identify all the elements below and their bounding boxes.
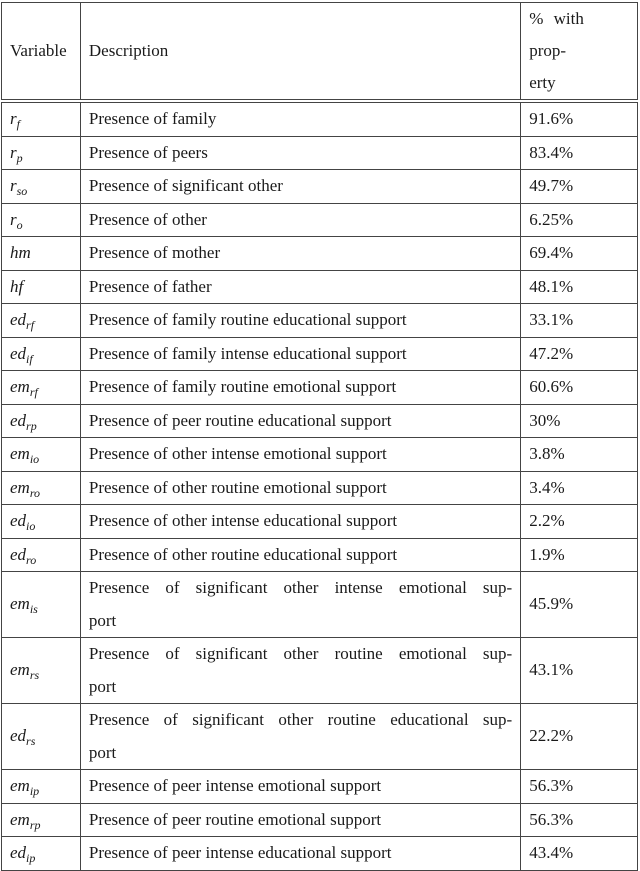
variable-subscript: io	[26, 519, 36, 533]
variable-symbol: r	[10, 109, 17, 128]
table-row	[2, 270, 638, 304]
variable-cell	[2, 505, 81, 539]
table-row	[2, 704, 638, 770]
description-cell: Presence of other routine educational support	[80, 538, 520, 572]
percent-cell: 91.6%	[521, 101, 638, 136]
variable-symbol: ed	[10, 544, 27, 564]
header-variable: Variable	[2, 3, 81, 102]
variable-symbol: ed	[10, 843, 27, 862]
table-row	[2, 237, 638, 271]
variable-cell	[2, 438, 81, 472]
description-line2: port	[88, 742, 117, 762]
percent-cell: 2.2%	[521, 505, 638, 539]
variable-symbol: em	[10, 660, 30, 680]
percent-cell: 83.4%	[521, 136, 638, 170]
variable-cell	[2, 237, 81, 271]
percent-cell: 56.3%	[521, 770, 638, 804]
variable-symbol: r	[10, 209, 17, 229]
variable-subscript: rp	[26, 418, 37, 433]
variable-cell	[2, 304, 81, 338]
variable-cell	[2, 770, 81, 804]
table-row	[2, 471, 638, 505]
description-cell: Presence of other intense emotional support	[80, 438, 520, 472]
variable-subscript: o	[16, 217, 23, 232]
variable-symbol: em	[10, 809, 30, 829]
description-line1: Presence of significant other intense emotional sup-	[88, 578, 513, 597]
variable-symbol: ed	[10, 726, 27, 746]
percent-cell: 45.9%	[521, 572, 638, 638]
header-description: Description	[80, 3, 520, 102]
variable-subscript: f	[16, 117, 20, 131]
description-cell	[80, 704, 520, 770]
description-line1: Presence of significant other routine emotional sup-	[88, 644, 513, 663]
variable-subscript: ip	[26, 851, 36, 865]
variable-subscript: ro	[26, 552, 37, 567]
table-row	[2, 304, 638, 338]
description-cell: Presence of other	[80, 203, 520, 237]
variable-subscript: is	[29, 602, 38, 617]
description-cell: Presence of family intense educational support	[80, 337, 520, 371]
variable-symbol: em	[10, 776, 30, 795]
header-percent	[521, 3, 638, 102]
variable-subscript: rs	[29, 668, 40, 683]
description-cell: Presence of father	[80, 270, 520, 304]
header-percent-line2: erty	[529, 73, 556, 92]
table-row	[2, 638, 638, 704]
description-cell: Presence of peer intense emotional support	[80, 770, 520, 804]
percent-cell: 47.2%	[521, 337, 638, 371]
description-cell: Presence of peers	[80, 136, 520, 170]
variable-cell	[2, 538, 81, 572]
description-cell: Presence of family routine emotional support	[80, 371, 520, 405]
variable-symbol: em	[10, 477, 30, 497]
percent-cell: 22.2%	[521, 704, 638, 770]
table-row	[2, 572, 638, 638]
variable-subscript: if	[26, 351, 33, 366]
percent-cell: 69.4%	[521, 237, 638, 271]
percent-cell: 30%	[521, 404, 638, 438]
table-row	[2, 203, 638, 237]
variable-symbol: em	[10, 377, 30, 396]
percent-cell: 3.8%	[521, 438, 638, 472]
variable-subscript: so	[16, 184, 28, 198]
variables-table	[1, 2, 638, 871]
description-cell: Presence of peer intense educational support	[80, 837, 520, 871]
variable-cell	[2, 837, 81, 871]
table-row	[2, 803, 638, 837]
variable-symbol: ed	[10, 343, 27, 363]
variable-cell	[2, 337, 81, 371]
variable-cell	[2, 371, 81, 405]
percent-cell: 3.4%	[521, 471, 638, 505]
description-cell: Presence of peer routine educational support	[80, 404, 520, 438]
variable-cell	[2, 101, 81, 136]
description-cell: Presence of family	[80, 101, 520, 136]
variable-subscript: io	[29, 452, 40, 466]
table-row	[2, 538, 638, 572]
percent-cell: 43.4%	[521, 837, 638, 871]
variable-subscript: rp	[29, 817, 41, 832]
variable-cell	[2, 203, 81, 237]
table-row	[2, 837, 638, 871]
table-row	[2, 371, 638, 405]
variable-symbol: hm	[10, 243, 31, 262]
percent-cell: 33.1%	[521, 304, 638, 338]
percent-cell: 60.6%	[521, 371, 638, 405]
percent-cell: 48.1%	[521, 270, 638, 304]
variable-cell	[2, 270, 81, 304]
variable-symbol: ed	[10, 410, 27, 430]
variable-cell	[2, 638, 81, 704]
header-percent-line1: % with prop-	[529, 9, 584, 60]
description-line1: Presence of significant other routine educational sup-	[88, 710, 513, 729]
table-row	[2, 170, 638, 204]
description-cell: Presence of family routine educational support	[80, 304, 520, 338]
table-row	[2, 337, 638, 371]
description-cell: Presence of other intense educational support	[80, 505, 520, 539]
variable-subscript: ip	[29, 784, 40, 798]
variable-cell	[2, 704, 81, 770]
variable-cell	[2, 404, 81, 438]
table-row	[2, 404, 638, 438]
description-cell: Presence of other routine emotional support	[80, 471, 520, 505]
variable-symbol: r	[10, 176, 17, 195]
variable-cell	[2, 136, 81, 170]
variable-symbol: em	[10, 444, 30, 463]
table-body	[2, 101, 638, 870]
variable-symbol: em	[10, 594, 30, 614]
variable-cell	[2, 170, 81, 204]
percent-cell: 43.1%	[521, 638, 638, 704]
table-row	[2, 770, 638, 804]
variable-subscript: p	[16, 150, 23, 165]
table-row	[2, 136, 638, 170]
description-line2: port	[88, 676, 117, 696]
variable-symbol: ed	[10, 310, 27, 329]
table-row	[2, 438, 638, 472]
description-cell: Presence of significant other	[80, 170, 520, 204]
description-cell: Presence of mother	[80, 237, 520, 271]
variable-cell	[2, 572, 81, 638]
variable-subscript: rf	[29, 385, 38, 399]
percent-cell: 1.9%	[521, 538, 638, 572]
variable-symbol: r	[10, 142, 17, 162]
table-header-row	[2, 3, 638, 102]
description-cell: Presence of peer routine emotional support	[80, 803, 520, 837]
description-cell	[80, 572, 520, 638]
variable-cell	[2, 471, 81, 505]
variable-subscript: ro	[29, 485, 41, 500]
variable-symbol: hf	[10, 276, 24, 296]
percent-cell: 56.3%	[521, 803, 638, 837]
description-cell	[80, 638, 520, 704]
variable-subscript: rf	[26, 318, 35, 332]
variable-cell	[2, 803, 81, 837]
table-row	[2, 505, 638, 539]
percent-cell: 6.25%	[521, 203, 638, 237]
table-row	[2, 101, 638, 136]
description-line2: port	[88, 610, 117, 630]
variable-symbol: ed	[10, 511, 27, 530]
percent-cell: 49.7%	[521, 170, 638, 204]
variable-subscript: rs	[26, 734, 36, 749]
